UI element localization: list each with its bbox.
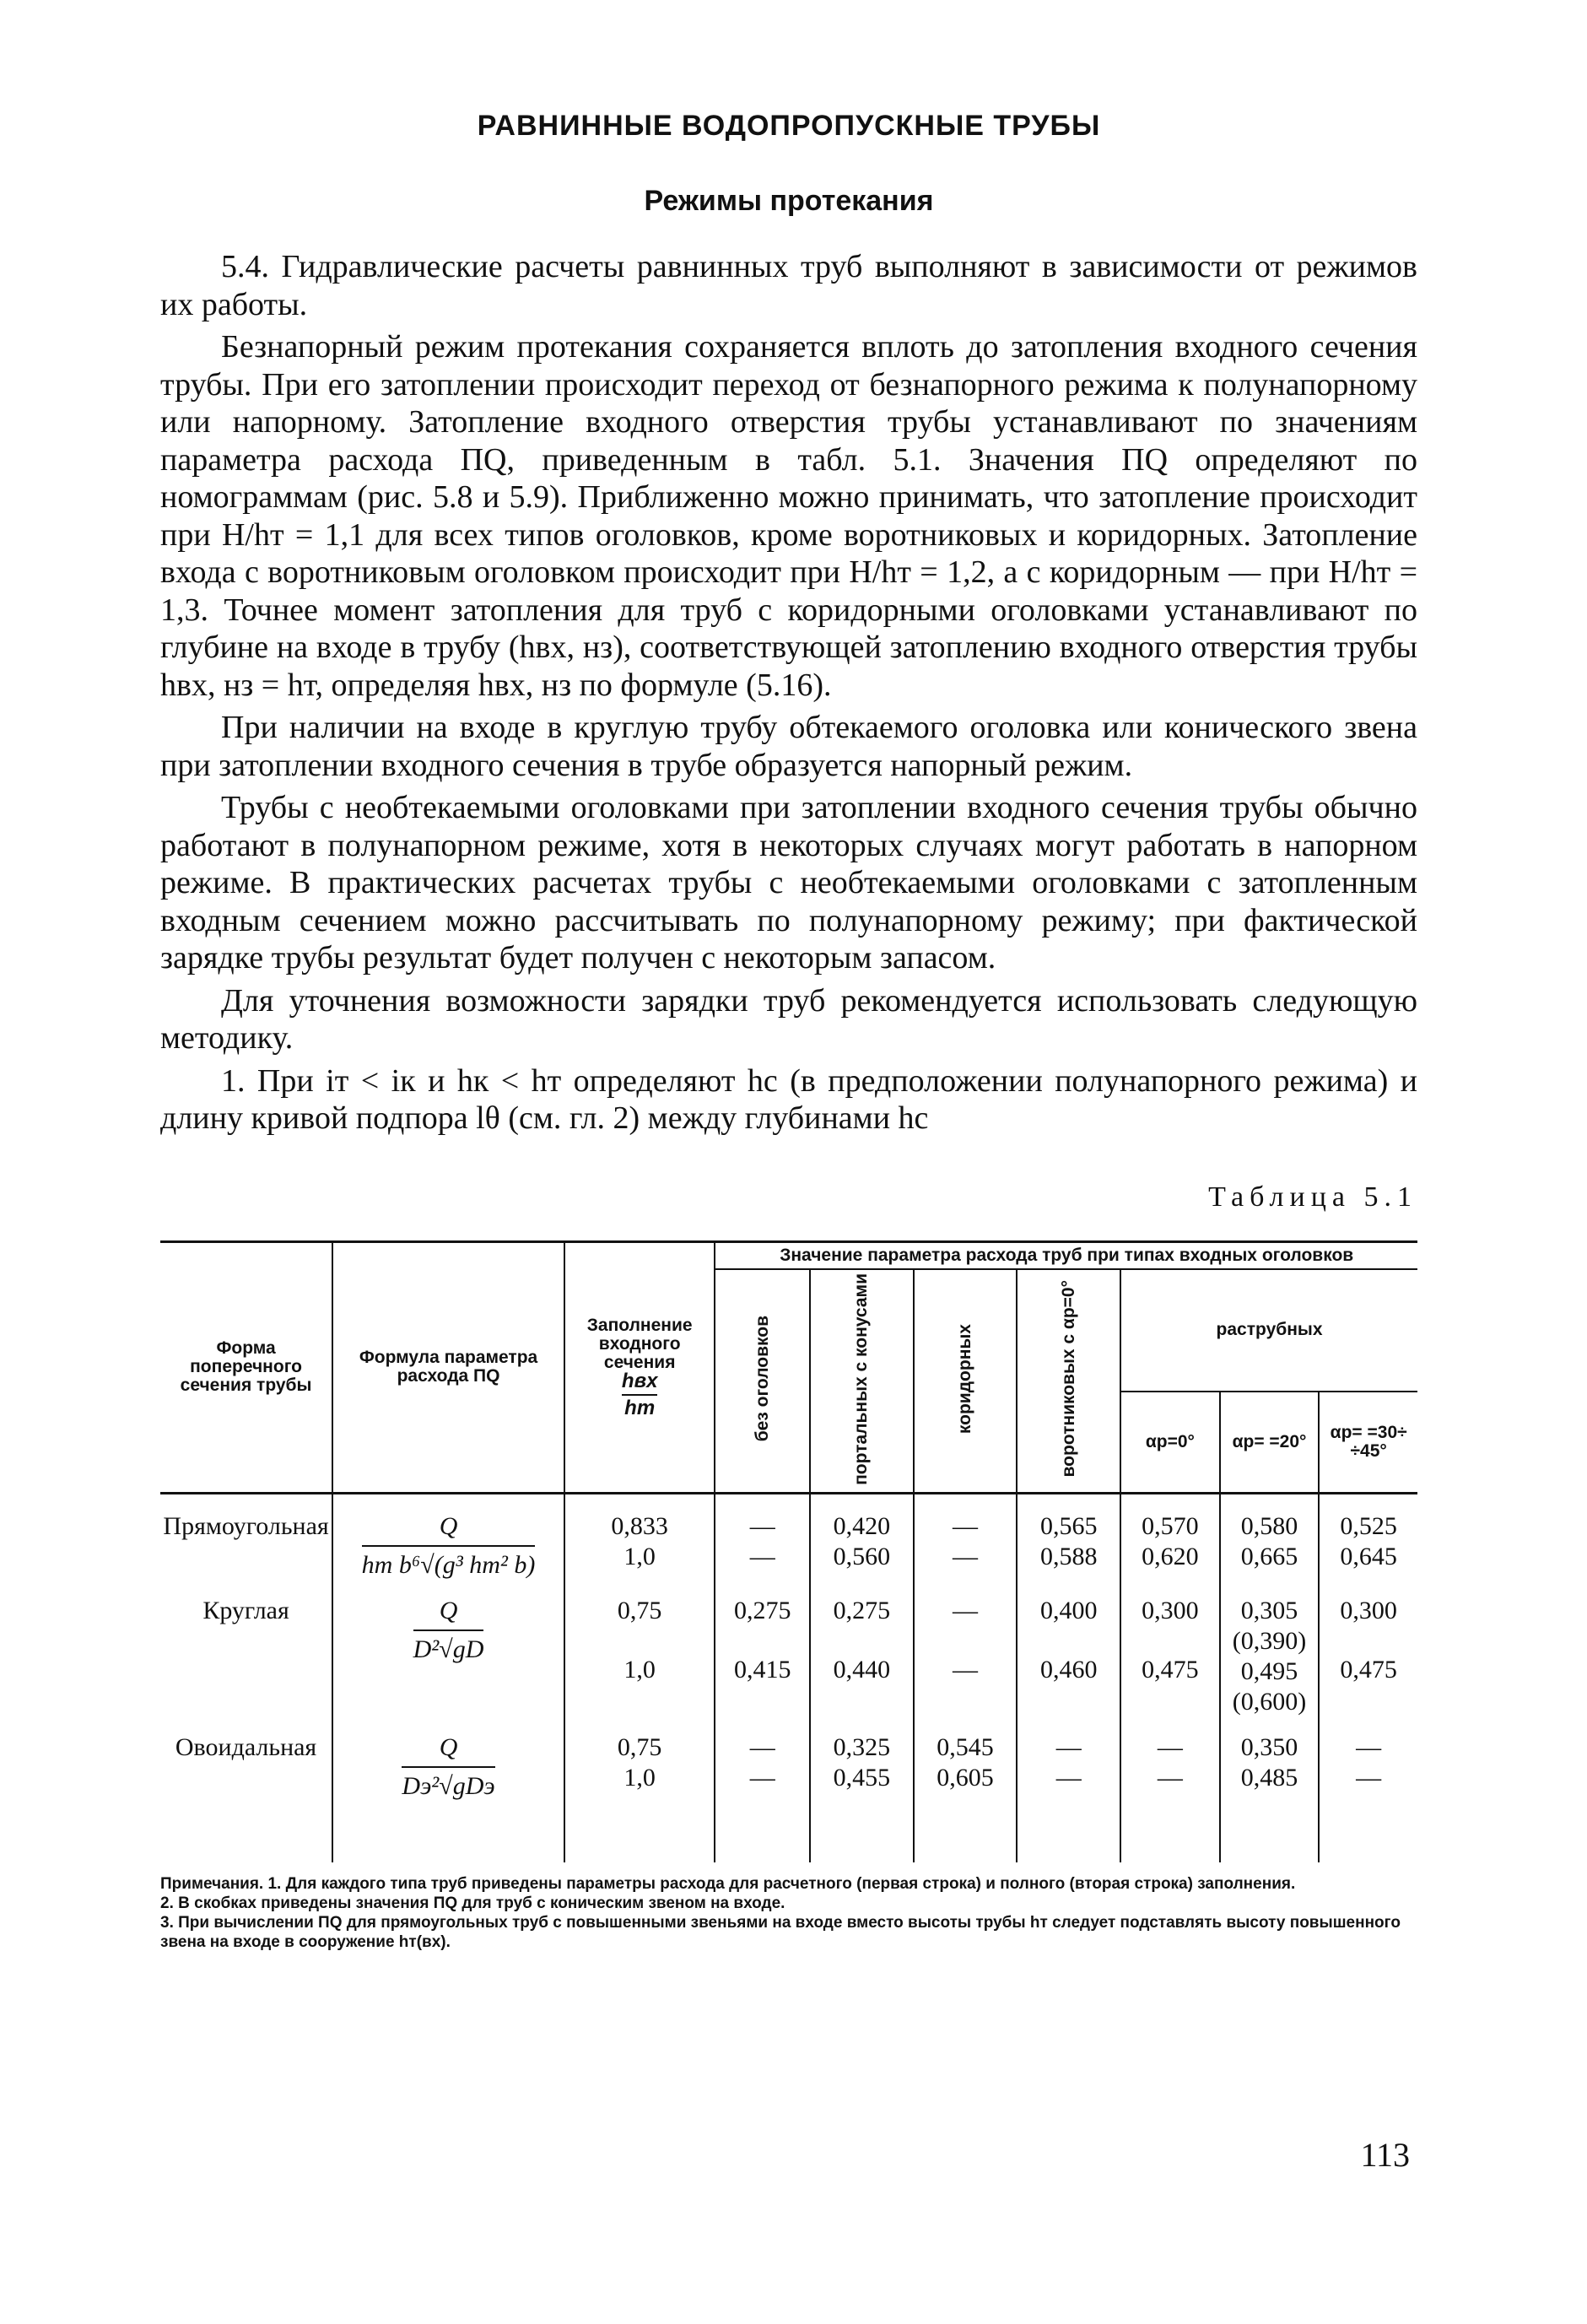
- cell-c1: [715, 1584, 810, 1721]
- value: 0,420: [833, 1512, 891, 1541]
- value: —: [749, 1543, 775, 1571]
- value: 0,588: [1039, 1543, 1098, 1571]
- header-c4: воротниковых с αр=0°: [1058, 1280, 1078, 1478]
- fraction-line: [413, 1630, 484, 1631]
- note: Примечания. 1. Для каждого типа труб приведены параметры расхода для расчетного (первая строка) и полного (вторая строка) заполнения.: [160, 1875, 1296, 1894]
- value: 0,833: [611, 1512, 668, 1541]
- cell-formula: [332, 1584, 564, 1721]
- header-b2: αр= =20°: [1220, 1392, 1320, 1494]
- section-title: РАВНИННЫЕ ВОДОПРОПУСКНЫЕ ТРУБЫ: [477, 110, 1101, 142]
- value: —: [953, 1512, 979, 1541]
- cell-b3: [1319, 1494, 1417, 1585]
- cell-c4: [1017, 1721, 1120, 1862]
- cell-c4: [1017, 1584, 1120, 1721]
- table-row: [160, 1721, 1417, 1862]
- value: 0,605: [937, 1764, 994, 1792]
- paragraph: 1. При iт < iк и hк < hт определяют hс (в предположении полунапорного режима) и длину кривой подпора lθ (см. гл. 2) между глубинами hс: [160, 1062, 1417, 1136]
- value: 0,275: [733, 1597, 791, 1625]
- header-fill-num: hвх: [621, 1369, 658, 1392]
- formula-fraction: [413, 1596, 484, 1665]
- cell-c1: [715, 1721, 810, 1862]
- value: —: [1157, 1764, 1183, 1792]
- note: 2. В скобках приведены значения ПQ для труб с коническим звеном на входе.: [160, 1894, 785, 1913]
- value: 0,665: [1240, 1543, 1298, 1571]
- value: 0,475: [1142, 1656, 1199, 1684]
- table-row: [160, 1494, 1417, 1585]
- value: 0,325: [833, 1733, 891, 1762]
- cell-c2: [810, 1584, 914, 1721]
- formula-fraction: [402, 1732, 494, 1802]
- value: 0,560: [833, 1543, 891, 1571]
- cell-shape: Круглая: [160, 1584, 332, 1721]
- cell-formula: [332, 1494, 564, 1585]
- formula-num: Q: [439, 1597, 458, 1625]
- cell-c3: [914, 1721, 1018, 1862]
- value: —: [749, 1764, 775, 1792]
- table-caption: Таблица 5.1: [1208, 1181, 1417, 1213]
- value: 0,475: [1340, 1656, 1397, 1684]
- header-group: Значение параметра расхода труб при типах входных оголовков: [715, 1241, 1417, 1269]
- header-c1: без оголовков: [752, 1316, 772, 1442]
- value: 1,0: [623, 1543, 656, 1571]
- paragraph: При наличии на входе в круглую трубу обтекаемого оголовка или конического звена при затоплении входного сечения в трубе образуется напорный режим.: [160, 710, 1417, 783]
- value: —: [953, 1543, 979, 1571]
- value: 0,545: [937, 1733, 994, 1762]
- fraction-line: [622, 1394, 658, 1396]
- cell-b2: [1220, 1494, 1320, 1585]
- value: 0,300: [1340, 1597, 1397, 1625]
- value: —: [1157, 1733, 1183, 1762]
- cell-b2: [1220, 1584, 1320, 1721]
- formula-num: Q: [439, 1512, 458, 1541]
- cell-b1: [1120, 1584, 1220, 1721]
- value: 0,565: [1039, 1512, 1098, 1541]
- cell-formula: [332, 1721, 564, 1862]
- header-shape: Форма поперечного сечения трубы: [160, 1241, 332, 1494]
- table-notes: [160, 1874, 1417, 1952]
- value: 0,525: [1340, 1512, 1397, 1541]
- value: —: [1055, 1764, 1082, 1792]
- cell-c3: [914, 1584, 1018, 1721]
- value: 0,485: [1240, 1764, 1298, 1792]
- header-fill-fraction: [621, 1369, 658, 1419]
- cell-b1: [1120, 1494, 1220, 1585]
- paragraph: Трубы с необтекаемыми оголовками при затоплении входного сечения трубы обычно работают в полунапорном режиме, хотя в некоторых случаях могут работать в напорном режиме. В практических расчетах трубы с необтекаемыми оголовками с затопленным входным сечением можно рассчитывать по полунапорному режиму; при фактической зарядке трубы результат будет получен с некоторым запасом.: [160, 790, 1417, 976]
- cell-shape: Овоидальная: [160, 1721, 332, 1862]
- cell-b3: [1319, 1721, 1417, 1862]
- value: —: [1356, 1764, 1382, 1792]
- value: —: [953, 1597, 979, 1625]
- header-c3: коридорных: [955, 1323, 975, 1434]
- header-fill: [564, 1241, 715, 1494]
- value: 0,570: [1142, 1512, 1199, 1541]
- formula-den: hт b⁶√(g³ hт² b): [361, 1551, 536, 1580]
- value: 0,460: [1039, 1656, 1098, 1684]
- cell-fill: [564, 1494, 715, 1585]
- value: —: [1356, 1733, 1382, 1762]
- table-row: [160, 1584, 1417, 1721]
- body-text: [160, 248, 1417, 1138]
- page-number: 113: [1360, 2136, 1410, 2174]
- header-b1: αр=0°: [1120, 1392, 1220, 1494]
- cell-c4: [1017, 1494, 1120, 1585]
- value: —: [749, 1512, 775, 1541]
- cell-fill: [564, 1721, 715, 1862]
- header-b3: αр= =30÷ ÷45°: [1330, 1423, 1407, 1462]
- cell-c3: [914, 1494, 1018, 1585]
- paragraph: 5.4. Гидравлические расчеты равнинных труб выполняют в зависимости от режимов их работы.: [160, 249, 1417, 322]
- cell-c2: [810, 1721, 914, 1862]
- formula-den: Dэ²√gDэ: [402, 1772, 495, 1801]
- formula-num: Q: [439, 1733, 458, 1762]
- value: —: [749, 1733, 775, 1762]
- subsection-title: Режимы протекания: [644, 185, 934, 217]
- header-c2: портальных с конусами: [851, 1273, 872, 1485]
- value: 0,300: [1142, 1597, 1199, 1625]
- value: 0,400: [1039, 1597, 1098, 1625]
- value: 0,305 (0,390): [1232, 1597, 1307, 1656]
- header-fill-label: Заполнение входного сечения: [586, 1315, 693, 1372]
- value: 0,440: [833, 1656, 891, 1684]
- value: 0,75: [617, 1733, 662, 1762]
- paragraph: Безнапорный режим протекания сохраняется вплоть до затопления входного сечения трубы. При его затоплении происходит переход от безнапорного режима к полунапорному или напорному. Затопление входного отверстия трубы устанавливают по значениям параметра расхода ПQ, приведенным в табл. 5.1. Значения ПQ определяют по номограммам (рис. 5.8 и 5.9). Приближенно можно принимать, что затопление происходит при H/hт = 1,1 для всех типов оголовков, кроме воротниковых и коридорных. Затопление входа с воротниковым оголовком происходит при H/hт = 1,2, а с коридорным — при H/hт = 1,3. Точнее момент затопления для труб с коридорными оголовками устанавливают по глубине на входе в трубу (hвх, нз), соответствующей затоплению входного отверстия трубы hвх, нз = hт, определяя hвх, нз по формуле (5.16).: [160, 329, 1417, 703]
- header-bell: раструбных: [1120, 1269, 1417, 1392]
- cell-b3: [1319, 1584, 1417, 1721]
- value: 0,415: [733, 1656, 791, 1684]
- value: 0,455: [833, 1764, 891, 1792]
- cell-b1: [1120, 1721, 1220, 1862]
- paragraph: Для уточнения возможности зарядки труб рекомендуется использовать следующую методику.: [160, 982, 1417, 1056]
- value: —: [953, 1656, 979, 1684]
- formula-fraction: [362, 1511, 536, 1581]
- fraction-line: [402, 1766, 494, 1768]
- value: 1,0: [623, 1656, 656, 1684]
- header-formula: Формула параметра расхода ПQ: [332, 1241, 564, 1494]
- cell-fill: [564, 1584, 715, 1721]
- cell-c2: [810, 1494, 914, 1585]
- value: 0,495 (0,600): [1232, 1657, 1307, 1716]
- cell-b2: [1220, 1721, 1320, 1862]
- cell-shape: Прямоугольная: [160, 1494, 332, 1585]
- value: 0,620: [1142, 1543, 1199, 1571]
- value: 0,75: [617, 1597, 662, 1625]
- value: 0,645: [1340, 1543, 1397, 1571]
- page: [160, 110, 1417, 1952]
- header-fill-den: hт: [624, 1396, 656, 1419]
- cell-c1: [715, 1494, 810, 1585]
- fraction-line: [362, 1545, 536, 1547]
- value: 1,0: [623, 1764, 656, 1792]
- note: 3. При вычислении ПQ для прямоугольных труб с повышенными звеньями на входе вместо высоты трубы hт следует подставлять высоту повышенного звена на входе в сооружение hт(вх).: [160, 1914, 1401, 1952]
- value: 0,275: [833, 1597, 891, 1625]
- formula-den: D²√gD: [413, 1635, 484, 1664]
- data-table: [160, 1240, 1417, 1863]
- value: 0,350: [1240, 1733, 1298, 1762]
- value: 0,580: [1240, 1512, 1298, 1541]
- value: —: [1055, 1733, 1082, 1762]
